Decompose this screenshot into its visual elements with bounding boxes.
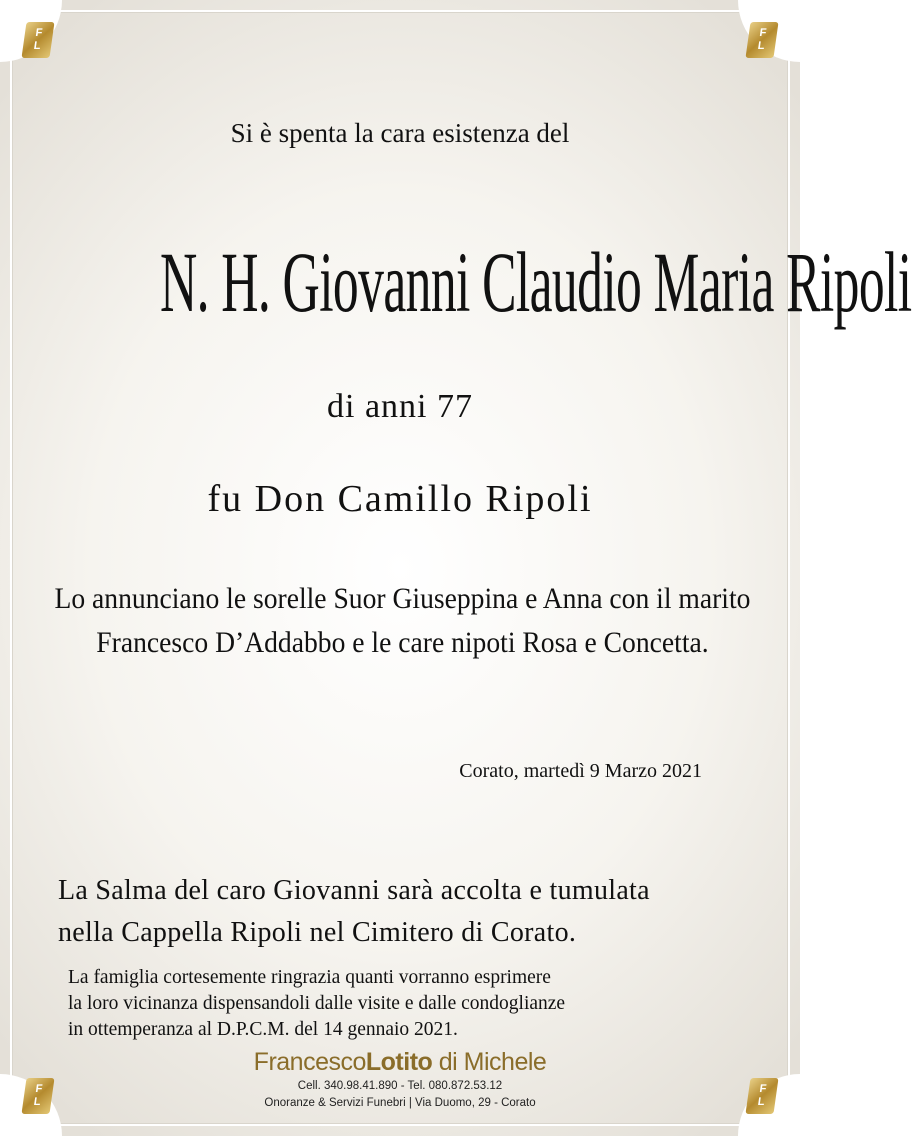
father-text: fu Don Camillo Ripoli xyxy=(207,478,593,520)
intro-text: Si è spenta la cara esistenza del xyxy=(230,118,570,148)
page-frame xyxy=(10,10,912,1126)
thanks-line: la loro vicinanza dispensandoli dalle visite e dalle condoglianze xyxy=(68,993,566,1014)
corner-top-right xyxy=(738,0,800,62)
thanks-line: in ottemperanza al D.P.C.M. del 14 gennaio 2021. xyxy=(68,1019,458,1040)
burial-notice xyxy=(58,870,758,954)
burial-line: nella Cappella Ripoli nel Cimitero di Corato. xyxy=(58,917,577,948)
services-address: Onoranze & Servizi Funebri | Via Duomo, 29 - Corato xyxy=(264,1097,536,1109)
brand-last-name: Lotito xyxy=(365,1048,433,1076)
funeral-home-contacts xyxy=(0,1078,800,1112)
brand-first-name: Francesco xyxy=(253,1048,366,1076)
date-place: Corato, martedì 9 Marzo 2021 xyxy=(459,760,702,782)
announcement-line: Lo annunciano le sorelle Suor Giuseppina e Anna con il marito xyxy=(54,582,751,615)
announcement xyxy=(40,577,765,665)
fl-logo-icon: F L xyxy=(745,1078,778,1114)
thanks-notice xyxy=(68,965,768,1043)
fl-logo-icon: F L xyxy=(21,22,54,58)
brand-suffix: di Michele xyxy=(432,1048,547,1076)
thanks-line: La famiglia cortesemente ringrazia quanti vorranno esprimere xyxy=(68,967,551,988)
fl-logo-icon: F L xyxy=(745,22,778,58)
burial-line: La Salma del caro Giovanni sarà accolta e tumulata xyxy=(58,875,650,906)
age-text: di anni 77 xyxy=(327,388,473,425)
deceased-name: N. H. Giovanni Claudio Maria Ripoli xyxy=(159,234,912,330)
announcement-line: Francesco D’Addabbo e le care nipoti Rosa e Concetta. xyxy=(96,626,709,659)
contact-phones: Cell. 340.98.41.890 - Tel. 080.872.53.12 xyxy=(297,1080,503,1092)
funeral-home-brand xyxy=(0,1048,800,1077)
fl-logo-icon: F L xyxy=(21,1078,54,1114)
